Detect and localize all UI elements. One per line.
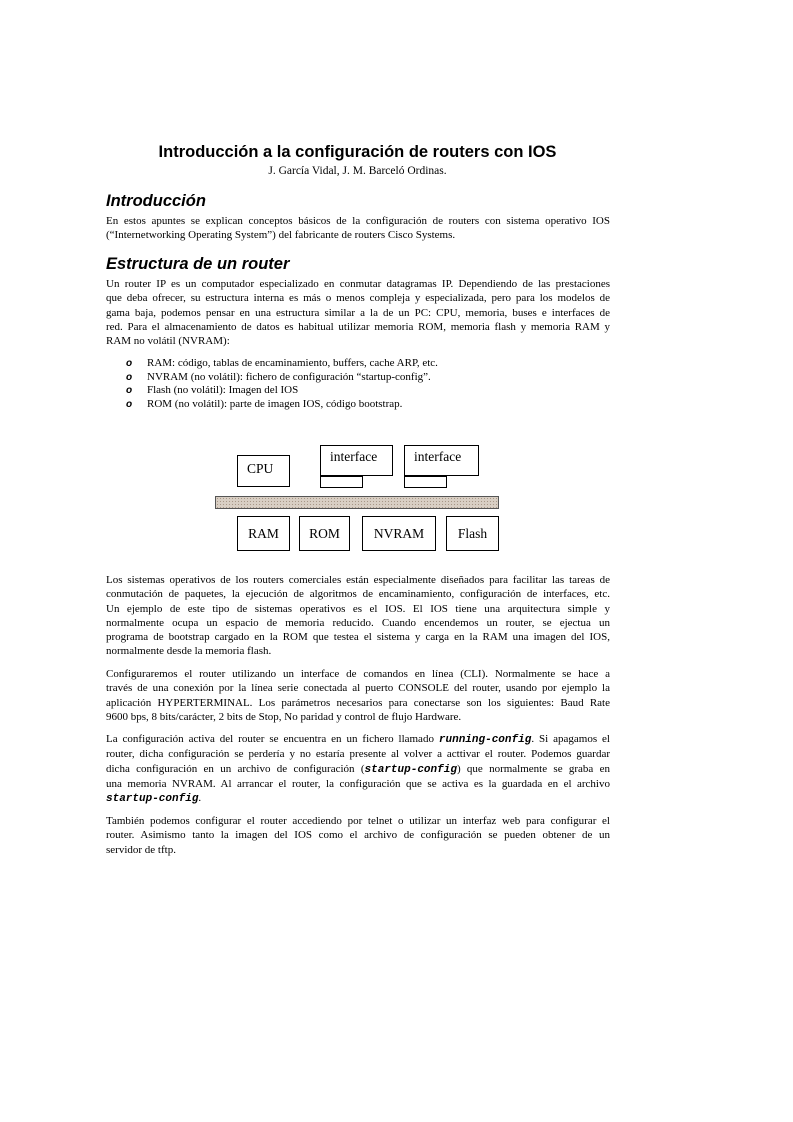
paragraph-line: RAM no volátil (NVRAM): (106, 335, 230, 348)
running-config-code: running-config (438, 734, 532, 746)
paragraph-telnet (106, 814, 610, 857)
system-bus (215, 496, 499, 509)
list-item (126, 357, 438, 371)
list-item (126, 398, 438, 412)
section-heading-intro: Introducción (106, 192, 206, 210)
document-title: Introducción a la configuración de routers con IOS (158, 143, 557, 161)
rom-box: ROM (299, 516, 350, 551)
document-authors: J. García Vidal, J. M. Barceló Ordinas. (268, 165, 447, 177)
paragraph-line: Un ejemplo de este tipo de sistemas operativos es el IOS. El IOS tiene una arquitectura simple y (106, 602, 610, 615)
paragraph-line: Configuraremos el router utilizando un interface de comandos en línea (CLI). Normalmente se hace a (106, 668, 610, 680)
paragraph-line (106, 791, 610, 806)
interface-box-1: interface (320, 445, 393, 476)
paragraph-line: normalmente ocupa un espacio de memoria reducido. Cuando encendemos un router, se ejectua un (106, 616, 610, 629)
list-item-text: NVRAM (no volátil): fichero de configuración “startup-config”. (147, 370, 431, 383)
nvram-box: NVRAM (362, 516, 436, 551)
startup-config-code: startup-config (364, 763, 457, 776)
interface-box-2: interface (404, 445, 479, 476)
paragraph-line: una memoria NVRAM. Al arrancar el router, la configuración que se activa es la guardada en el archivo (106, 777, 610, 790)
text-run: La configuración activa del router se encuentra en un fichero llamado (106, 733, 439, 745)
flash-box: Flash (446, 516, 499, 551)
bullet-marker: o (126, 358, 133, 369)
paragraph-line: gama baja, podemos pensar en una estructura similar a la de un PC: CPU, memoria, buses e interfaces de (106, 306, 610, 319)
text-run: . Si apagamos el (531, 733, 610, 745)
bullet-marker: o (126, 371, 133, 383)
intro-paragraph (106, 214, 610, 243)
interface-connector-1 (320, 476, 363, 488)
section-heading-estructura: Estructura de un router (106, 255, 290, 273)
bullet-marker: o (126, 385, 133, 397)
text-run: ) que normalmente se graba en (456, 762, 610, 775)
list-item-text: Flash (no volátil): Imagen del IOS (147, 384, 299, 397)
paragraph-line (106, 762, 610, 777)
paragraph-line: servidor de tftp. (106, 843, 176, 856)
startup-config-code: startup-config (106, 793, 199, 806)
cpu-box: CPU (237, 455, 290, 487)
paragraph-line: router, dicha configuración se perdería y no estaría presente al volver a acttivar el router. Podemos guardar (106, 748, 610, 761)
ram-box: RAM (237, 516, 290, 551)
list-item (126, 371, 438, 385)
interface-connector-2 (404, 476, 447, 488)
paragraph-sistemas-operativos (106, 573, 610, 659)
paragraph-line: En estos apuntes se explican conceptos básicos de la configuración de routers con sistema operativo IOS (106, 215, 610, 227)
list-item-text: RAM: código, tablas de encaminamiento, buffers, cache ARP, etc. (147, 357, 438, 369)
paragraph-line: que deba ofrecer, su estructura interna es más o menos compleja y especializada, pero para los modelos de (106, 292, 610, 305)
paragraph-line: También podemos configurar el router accediendo por telnet o utilizar un interfaz web para configurar el (106, 815, 610, 827)
paragraph-line: red. Para el almacenamiento de datos es habitual utilizar memoria ROM, memoria flash y memoria RAM y (106, 320, 610, 333)
paragraph-line: 9600 bps, 8 bits/carácter, 2 bits de Stop, No paridad y control de flujo Hardware. (106, 710, 462, 723)
bullet-marker: o (126, 398, 133, 410)
text-run: . (198, 792, 202, 805)
text-run: dicha configuración en un archivo de configuración ( (106, 762, 365, 775)
list-item-text: ROM (no volátil): parte de imagen IOS, código bootstrap. (147, 397, 403, 410)
paragraph-line: aplicación HYPERTERMINAL. Los parámetros necesarios para conectarse son los siguientes: Baud Rate (106, 696, 610, 709)
memory-bullet-list (126, 357, 438, 411)
list-item (126, 384, 438, 398)
paragraph-line (106, 732, 610, 747)
paragraph-line: programa de bootstrap cargado en la ROM que testea el sistema y carga en la RAM una imagen del IOS, (106, 631, 610, 644)
paragraph-line: Un router IP es un computador especializado en conmutar datagramas IP. Dependiendo de las prestaciones (106, 278, 610, 290)
estructura-paragraph (106, 277, 610, 348)
paragraph-line: (“Internetworking Operating System”) del fabricante de routers Cisco Systems. (106, 229, 456, 242)
paragraph-line: router. Asimismo tanto la imagen del IOS como el archivo de configuración se pueden obtener de un (106, 829, 610, 842)
paragraph-line: Los sistemas operativos de los routers comerciales están especialmente diseñados para facilitar las tareas de (106, 574, 610, 586)
paragraph-line: conmutación de paquetes, la ejecución de algoritmos de encaminamiento, configuración de interfaces, etc. (106, 588, 610, 601)
paragraph-line: normalmente desde la memoria flash. (106, 645, 272, 658)
paragraph-running-config (106, 732, 610, 806)
paragraph-line: través de una conexión por la línea serie conectada al puerto CONSOLE del router, usando por ejemplo la (106, 682, 610, 695)
paragraph-cli (106, 667, 610, 724)
